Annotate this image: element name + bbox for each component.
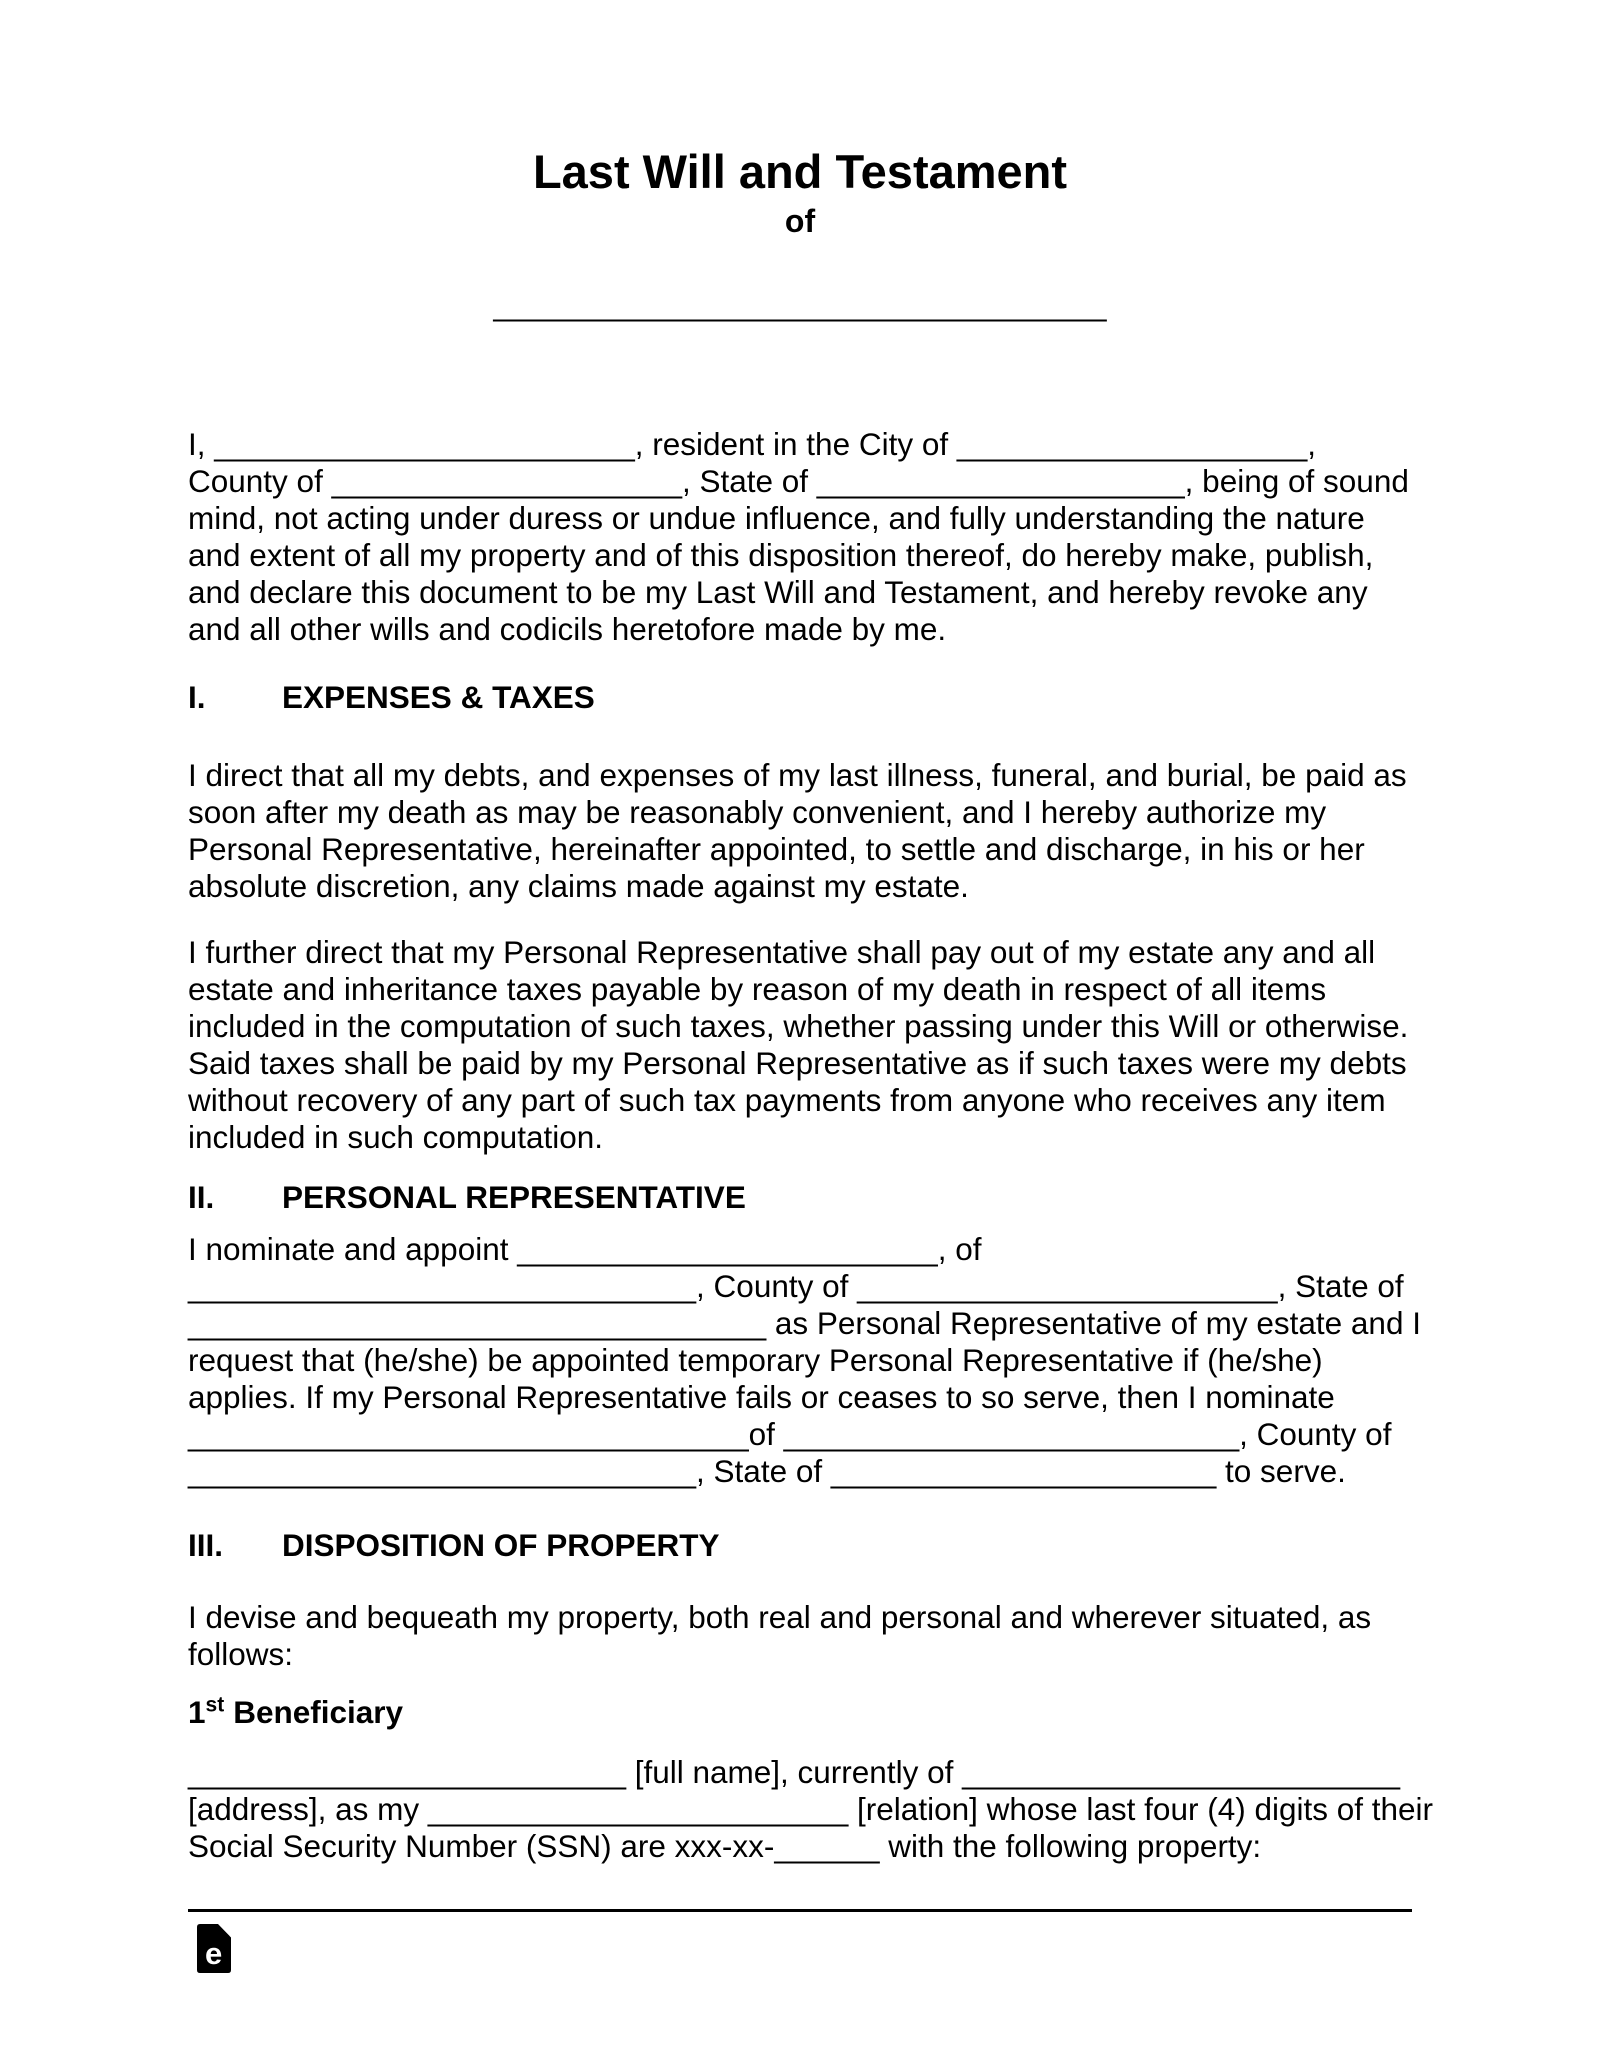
paragraph-line: County of ____________________, State of _____________________, being of sound bbox=[188, 463, 1409, 499]
beneficiary-number: 1 bbox=[188, 1694, 206, 1730]
paragraph-line: I direct that all my debts, and expenses of my last illness, funeral, and burial, be paid as bbox=[188, 757, 1407, 793]
personal-representative-paragraph bbox=[188, 1231, 1421, 1490]
section-heading-label: DISPOSITION OF PROPERTY bbox=[282, 1527, 720, 1563]
paragraph-line: soon after my death as may be reasonably convenient, and I hereby authorize my bbox=[188, 794, 1327, 830]
logo-letter: e bbox=[205, 1936, 223, 1971]
paragraph-line: I, ________________________, resident in the City of ____________________, bbox=[188, 426, 1316, 462]
paragraph-line: without recovery of any part of such tax payments from anyone who receives any item bbox=[188, 1082, 1386, 1118]
section-heading-label: PERSONAL REPRESENTATIVE bbox=[282, 1179, 746, 1215]
eforms-document-logo-icon bbox=[197, 1924, 231, 1973]
section-heading-personal-representative bbox=[188, 1179, 1412, 1216]
paragraph-line: included in such computation. bbox=[188, 1119, 604, 1155]
document-title: Last Will and Testament bbox=[532, 145, 1068, 198]
testator-name-blank: ___________________________________ bbox=[493, 286, 1107, 322]
document-subtitle: of bbox=[784, 203, 816, 239]
paragraph-line: I nominate and appoint ________________________, of bbox=[188, 1231, 982, 1267]
section-number: II. bbox=[188, 1179, 215, 1215]
paragraph-line: and declare this document to be my Last Will and Testament, and hereby revoke any bbox=[188, 574, 1368, 610]
expenses-paragraph-1 bbox=[188, 757, 1412, 905]
section-heading-label: EXPENSES & TAXES bbox=[282, 679, 595, 715]
paragraph-line: Social Security Number (SSN) are xxx-xx-______ with the following property: bbox=[188, 1828, 1262, 1864]
section-number: I. bbox=[188, 679, 206, 715]
paragraph-line: estate and inheritance taxes payable by reason of my death in respect of all items bbox=[188, 971, 1327, 1007]
first-beneficiary-heading bbox=[188, 1694, 1412, 1731]
paragraph-line: _____________________________, County of ________________________, State of bbox=[188, 1268, 1404, 1304]
disposition-paragraph bbox=[188, 1599, 1412, 1673]
paragraph-line: included in the computation of such taxes, whether passing under this Will or otherwise. bbox=[188, 1008, 1409, 1044]
opening-paragraph bbox=[188, 426, 1412, 648]
section-heading-expenses-taxes bbox=[188, 679, 1412, 716]
paragraph-line: I further direct that my Personal Representative shall pay out of my estate any and all bbox=[188, 934, 1376, 970]
paragraph-line: _____________________________, State of ______________________ to serve. bbox=[188, 1453, 1346, 1489]
paragraph-line: applies. If my Personal Representative fails or ceases to so serve, then I nominate bbox=[188, 1379, 1335, 1415]
paragraph-line: and all other wills and codicils heretofore made by me. bbox=[188, 611, 947, 647]
paragraph-line: I devise and bequeath my property, both real and personal and wherever situated, as bbox=[188, 1599, 1372, 1635]
paragraph-line: request that (he/she) be appointed temporary Personal Representative if (he/she) bbox=[188, 1342, 1323, 1378]
paragraph-line: follows: bbox=[188, 1636, 294, 1672]
paragraph-line: Personal Representative, hereinafter appointed, to settle and discharge, in his or her bbox=[188, 831, 1365, 867]
paragraph-line: absolute discretion, any claims made against my estate. bbox=[188, 868, 969, 904]
first-beneficiary-paragraph bbox=[188, 1754, 1434, 1865]
section-heading-disposition-of-property bbox=[188, 1527, 1412, 1564]
paragraph-line: _________________________ [full name], currently of _________________________ bbox=[188, 1754, 1401, 1790]
expenses-paragraph-2 bbox=[188, 934, 1412, 1156]
paragraph-line: _________________________________ as Personal Representative of my estate and I bbox=[188, 1305, 1421, 1341]
paragraph-line: and extent of all my property and of this disposition thereof, do hereby make, publish, bbox=[188, 537, 1374, 573]
paragraph-line: [address], as my ________________________ [relation] whose last four (4) digits of their bbox=[188, 1791, 1434, 1827]
beneficiary-ordinal: st bbox=[205, 1693, 225, 1717]
paragraph-line: mind, not acting under duress or undue influence, and fully understanding the nature bbox=[188, 500, 1365, 536]
section-number: III. bbox=[188, 1527, 224, 1563]
footer-rule bbox=[188, 1909, 1412, 1912]
paragraph-line: ________________________________of __________________________, County of bbox=[188, 1416, 1392, 1452]
paragraph-line: Said taxes shall be paid by my Personal Representative as if such taxes were my debts bbox=[188, 1045, 1407, 1081]
beneficiary-heading-label: Beneficiary bbox=[233, 1694, 404, 1730]
